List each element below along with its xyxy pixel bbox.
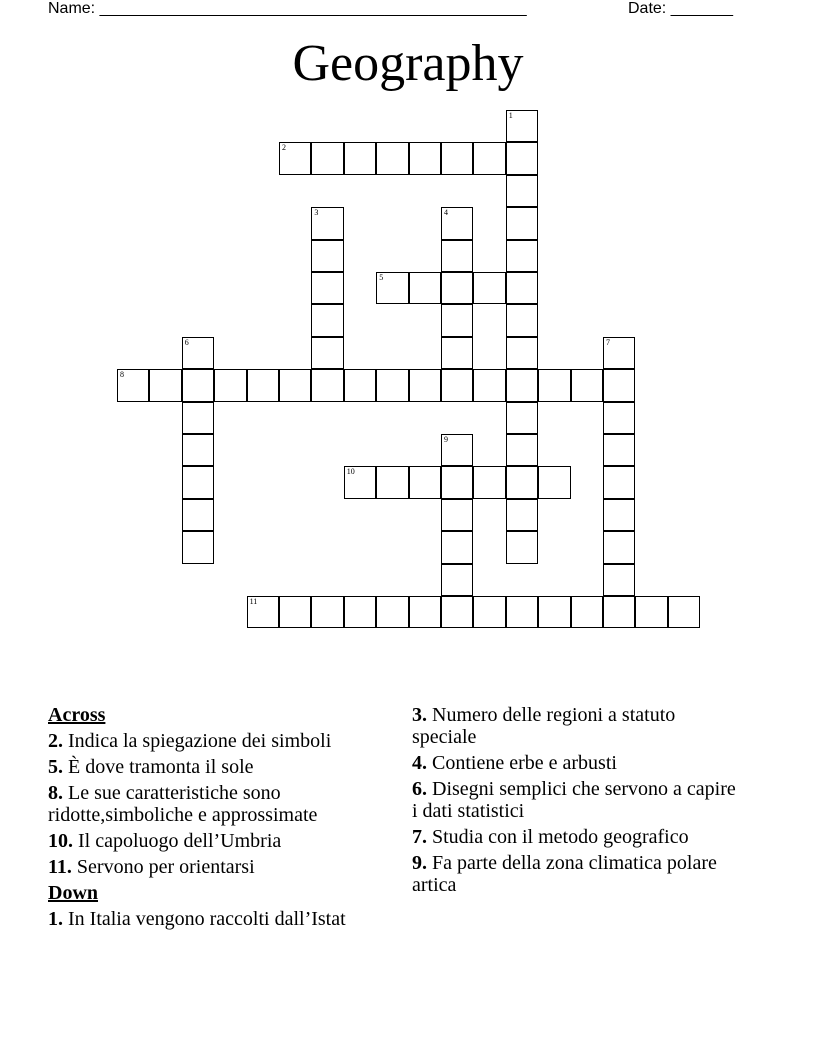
grid-cell[interactable] [376, 272, 408, 304]
cell-number: 7 [606, 337, 610, 347]
grid-cell[interactable] [247, 369, 279, 401]
date-field[interactable]: Date: _______ [628, 0, 733, 17]
clue-text: In Italia vengono raccolti dall’Istat [68, 908, 346, 930]
grid-cell[interactable] [182, 402, 214, 434]
grid-cell[interactable] [603, 564, 635, 596]
clue-text: Servono per orientarsi [76, 856, 255, 878]
clue-text: Disegni semplici che servono a capire i dati statistici [412, 778, 736, 822]
clue-number: 7. [412, 826, 427, 848]
cell-number: 6 [184, 337, 189, 347]
down-clue-9 [412, 852, 742, 896]
cell-number: 1 [508, 111, 513, 120]
grid-cell[interactable] [603, 596, 635, 628]
grid-cell[interactable] [376, 369, 408, 401]
grid-cell[interactable] [311, 207, 343, 239]
cell-number: 10 [346, 467, 355, 477]
grid-cell[interactable] [247, 596, 279, 628]
cell-number: 4 [444, 208, 448, 218]
grid-cell[interactable] [441, 337, 473, 369]
down-clue-6 [412, 778, 742, 822]
grid-cell[interactable] [311, 142, 343, 174]
clue-number: 8. [48, 782, 63, 804]
grid-cell[interactable] [506, 304, 538, 336]
down-clue-7 [412, 826, 742, 848]
grid-cell[interactable] [441, 564, 473, 596]
across-clue-11 [48, 856, 388, 878]
clue-number: 10. [48, 830, 73, 852]
grid-cell[interactable] [506, 142, 538, 174]
clues-column-left [48, 704, 388, 934]
grid-cell[interactable] [441, 272, 473, 304]
grid-cell[interactable] [603, 531, 635, 563]
clue-text: Le sue caratteristiche sono ridotte,simboliche e approssimate [48, 782, 318, 826]
grid-cell[interactable] [376, 596, 408, 628]
grid-cell[interactable] [603, 369, 635, 401]
grid-cell[interactable] [441, 142, 473, 174]
grid-cell[interactable] [538, 596, 570, 628]
clue-number: 11. [48, 856, 72, 878]
grid-cell[interactable] [441, 207, 473, 239]
grid-cell[interactable] [506, 434, 538, 466]
grid-cell[interactable] [311, 304, 343, 336]
grid-cell[interactable] [506, 110, 538, 142]
grid-cell[interactable] [506, 466, 538, 498]
grid-cell[interactable] [117, 369, 149, 401]
grid-cell[interactable] [311, 240, 343, 272]
grid-cell[interactable] [506, 337, 538, 369]
grid-cell[interactable] [506, 402, 538, 434]
grid-cell[interactable] [506, 240, 538, 272]
across-clue-5 [48, 756, 388, 778]
grid-cell[interactable] [409, 369, 441, 401]
down-clue-4 [412, 752, 742, 774]
grid-cell[interactable] [538, 466, 570, 498]
grid-cell[interactable] [149, 369, 181, 401]
grid-cell[interactable] [182, 466, 214, 498]
grid-cell[interactable] [376, 142, 408, 174]
grid-cell[interactable] [409, 272, 441, 304]
cell-number: 2 [282, 143, 286, 153]
grid-cell[interactable] [473, 466, 505, 498]
across-clue-2 [48, 730, 388, 752]
clue-number: 9. [412, 852, 427, 874]
grid-cell[interactable] [311, 337, 343, 369]
grid-cell[interactable] [506, 596, 538, 628]
across-clue-10 [48, 830, 388, 852]
grid-cell[interactable] [344, 369, 376, 401]
clue-number: 5. [48, 756, 63, 778]
grid-cell[interactable] [376, 466, 408, 498]
grid-cell[interactable] [603, 499, 635, 531]
cell-number: 8 [120, 370, 124, 380]
grid-cell[interactable] [182, 337, 214, 369]
name-field[interactable]: Name: ________________________________________________ [48, 0, 527, 17]
grid-cell[interactable] [506, 531, 538, 563]
grid-cell[interactable] [603, 337, 635, 369]
clue-text: Numero delle regioni a statuto speciale [412, 704, 676, 748]
clue-number: 6. [412, 778, 427, 800]
cell-number: 3 [314, 208, 319, 218]
grid-cell[interactable] [571, 369, 603, 401]
down-clue-1 [48, 908, 388, 930]
clue-text: Contiene erbe e arbusti [432, 752, 617, 774]
grid-cell[interactable] [571, 596, 603, 628]
cell-number: 9 [444, 435, 448, 444]
grid-cell[interactable] [182, 369, 214, 401]
grid-cell[interactable] [538, 369, 570, 401]
grid-cell[interactable] [279, 369, 311, 401]
down-heading: Down [48, 882, 99, 904]
grid-cell[interactable] [668, 596, 700, 628]
clue-text: Studia con il metodo geografico [432, 826, 689, 848]
across-heading: Across [48, 704, 106, 726]
grid-cell[interactable] [603, 402, 635, 434]
grid-cell[interactable] [441, 596, 473, 628]
clues-column-right [412, 704, 742, 900]
grid-cell[interactable] [311, 272, 343, 304]
grid-cell[interactable] [441, 499, 473, 531]
grid-cell[interactable] [409, 466, 441, 498]
grid-cell[interactable] [441, 304, 473, 336]
clue-text: È dove tramonta il sole [68, 756, 254, 778]
grid-cell[interactable] [473, 272, 505, 304]
down-clue-3 [412, 704, 742, 748]
grid-cell[interactable] [473, 369, 505, 401]
cell-number: 11 [249, 597, 258, 606]
clue-number: 2. [48, 730, 63, 752]
grid-cell[interactable] [311, 596, 343, 628]
grid-cell[interactable] [441, 434, 473, 466]
clue-text: Indica la spiegazione dei simboli [68, 730, 332, 752]
grid-cell[interactable] [182, 434, 214, 466]
clue-text: Il capoluogo dell’Umbria [78, 830, 282, 852]
grid-cell[interactable] [279, 596, 311, 628]
across-clue-8 [48, 782, 388, 826]
grid-cell[interactable] [409, 596, 441, 628]
grid-cell[interactable] [441, 369, 473, 401]
grid-cell[interactable] [344, 142, 376, 174]
grid-cell[interactable] [279, 142, 311, 174]
grid-cell[interactable] [473, 596, 505, 628]
grid-cell[interactable] [441, 531, 473, 563]
grid-cell[interactable] [603, 466, 635, 498]
grid-cell[interactable] [311, 369, 343, 401]
grid-cell[interactable] [603, 434, 635, 466]
page-title: Geography [292, 35, 524, 92]
grid-cell[interactable] [409, 142, 441, 174]
grid-cell[interactable] [506, 369, 538, 401]
grid-cell[interactable] [182, 499, 214, 531]
clue-number: 4. [412, 752, 427, 774]
grid-cell[interactable] [506, 272, 538, 304]
cell-number: 5 [379, 273, 384, 282]
grid-cell[interactable] [506, 499, 538, 531]
clue-number: 1. [48, 908, 63, 930]
clue-number: 3. [412, 704, 427, 726]
grid-cell[interactable] [473, 142, 505, 174]
grid-cell[interactable] [441, 466, 473, 498]
clue-text: Fa parte della zona climatica polare artica [412, 852, 717, 896]
grid-cell[interactable] [506, 175, 538, 207]
grid-cell[interactable] [506, 207, 538, 239]
grid-cell[interactable] [441, 240, 473, 272]
grid-cell[interactable] [344, 596, 376, 628]
grid-cell[interactable] [635, 596, 667, 628]
grid-cell[interactable] [182, 531, 214, 563]
grid-cell[interactable] [214, 369, 246, 401]
grid-cell[interactable] [344, 466, 376, 498]
